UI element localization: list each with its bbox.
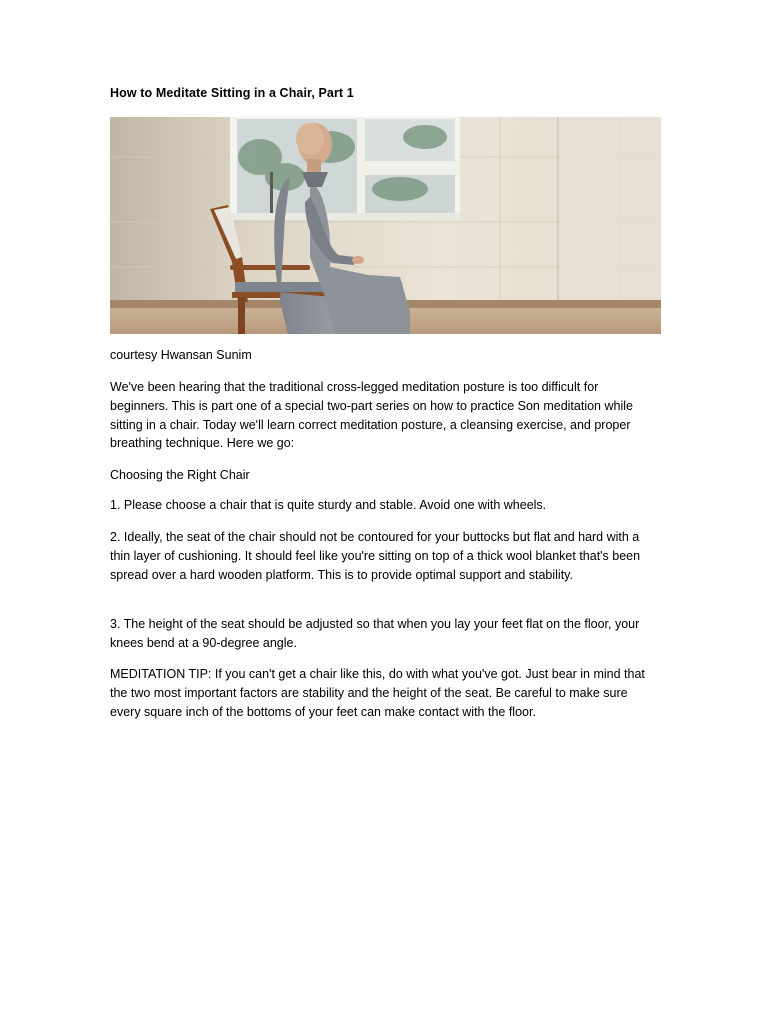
meditation-tip-paragraph: MEDITATION TIP: If you can't get a chair like this, do with what you've got. Just bear in mind that the two most important factors are stability and the height of the seat. Be careful to make sure every square inch of the bottoms of your feet can make contact with the floor.: [110, 667, 645, 719]
section-heading: Choosing the Right Chair: [110, 468, 250, 482]
intro-paragraph: We've been hearing that the traditional cross-legged meditation posture is too difficult for beginners. This is part one of a special two-part series on how to practice Son meditation while sitting in a chair. Today we'll learn correct meditation posture, a cleansing exercise, and proper breathing technique. Here we go:: [110, 380, 633, 451]
monk-sitting-in-chair-photo: [110, 117, 661, 334]
list-item: 2. Ideally, the seat of the chair should not be contoured for your buttocks but flat and hard with a thin layer of cushioning. It should feel like you're sitting on top of a thick wool blanket that's been spread over a hard wooden platform. This is to provide optimal support and stability.: [110, 530, 641, 582]
list-item: 1. Please choose a chair that is quite sturdy and stable. Avoid one with wheels.: [110, 498, 547, 512]
document-title: How to Meditate Sitting in a Chair, Part 1: [110, 86, 354, 100]
photo-caption: courtesy Hwansan Sunim: [110, 348, 252, 362]
list-item: 3. The height of the seat should be adjusted so that when you lay your feet flat on the floor, your knees bend at a 90-degree angle.: [110, 617, 640, 650]
